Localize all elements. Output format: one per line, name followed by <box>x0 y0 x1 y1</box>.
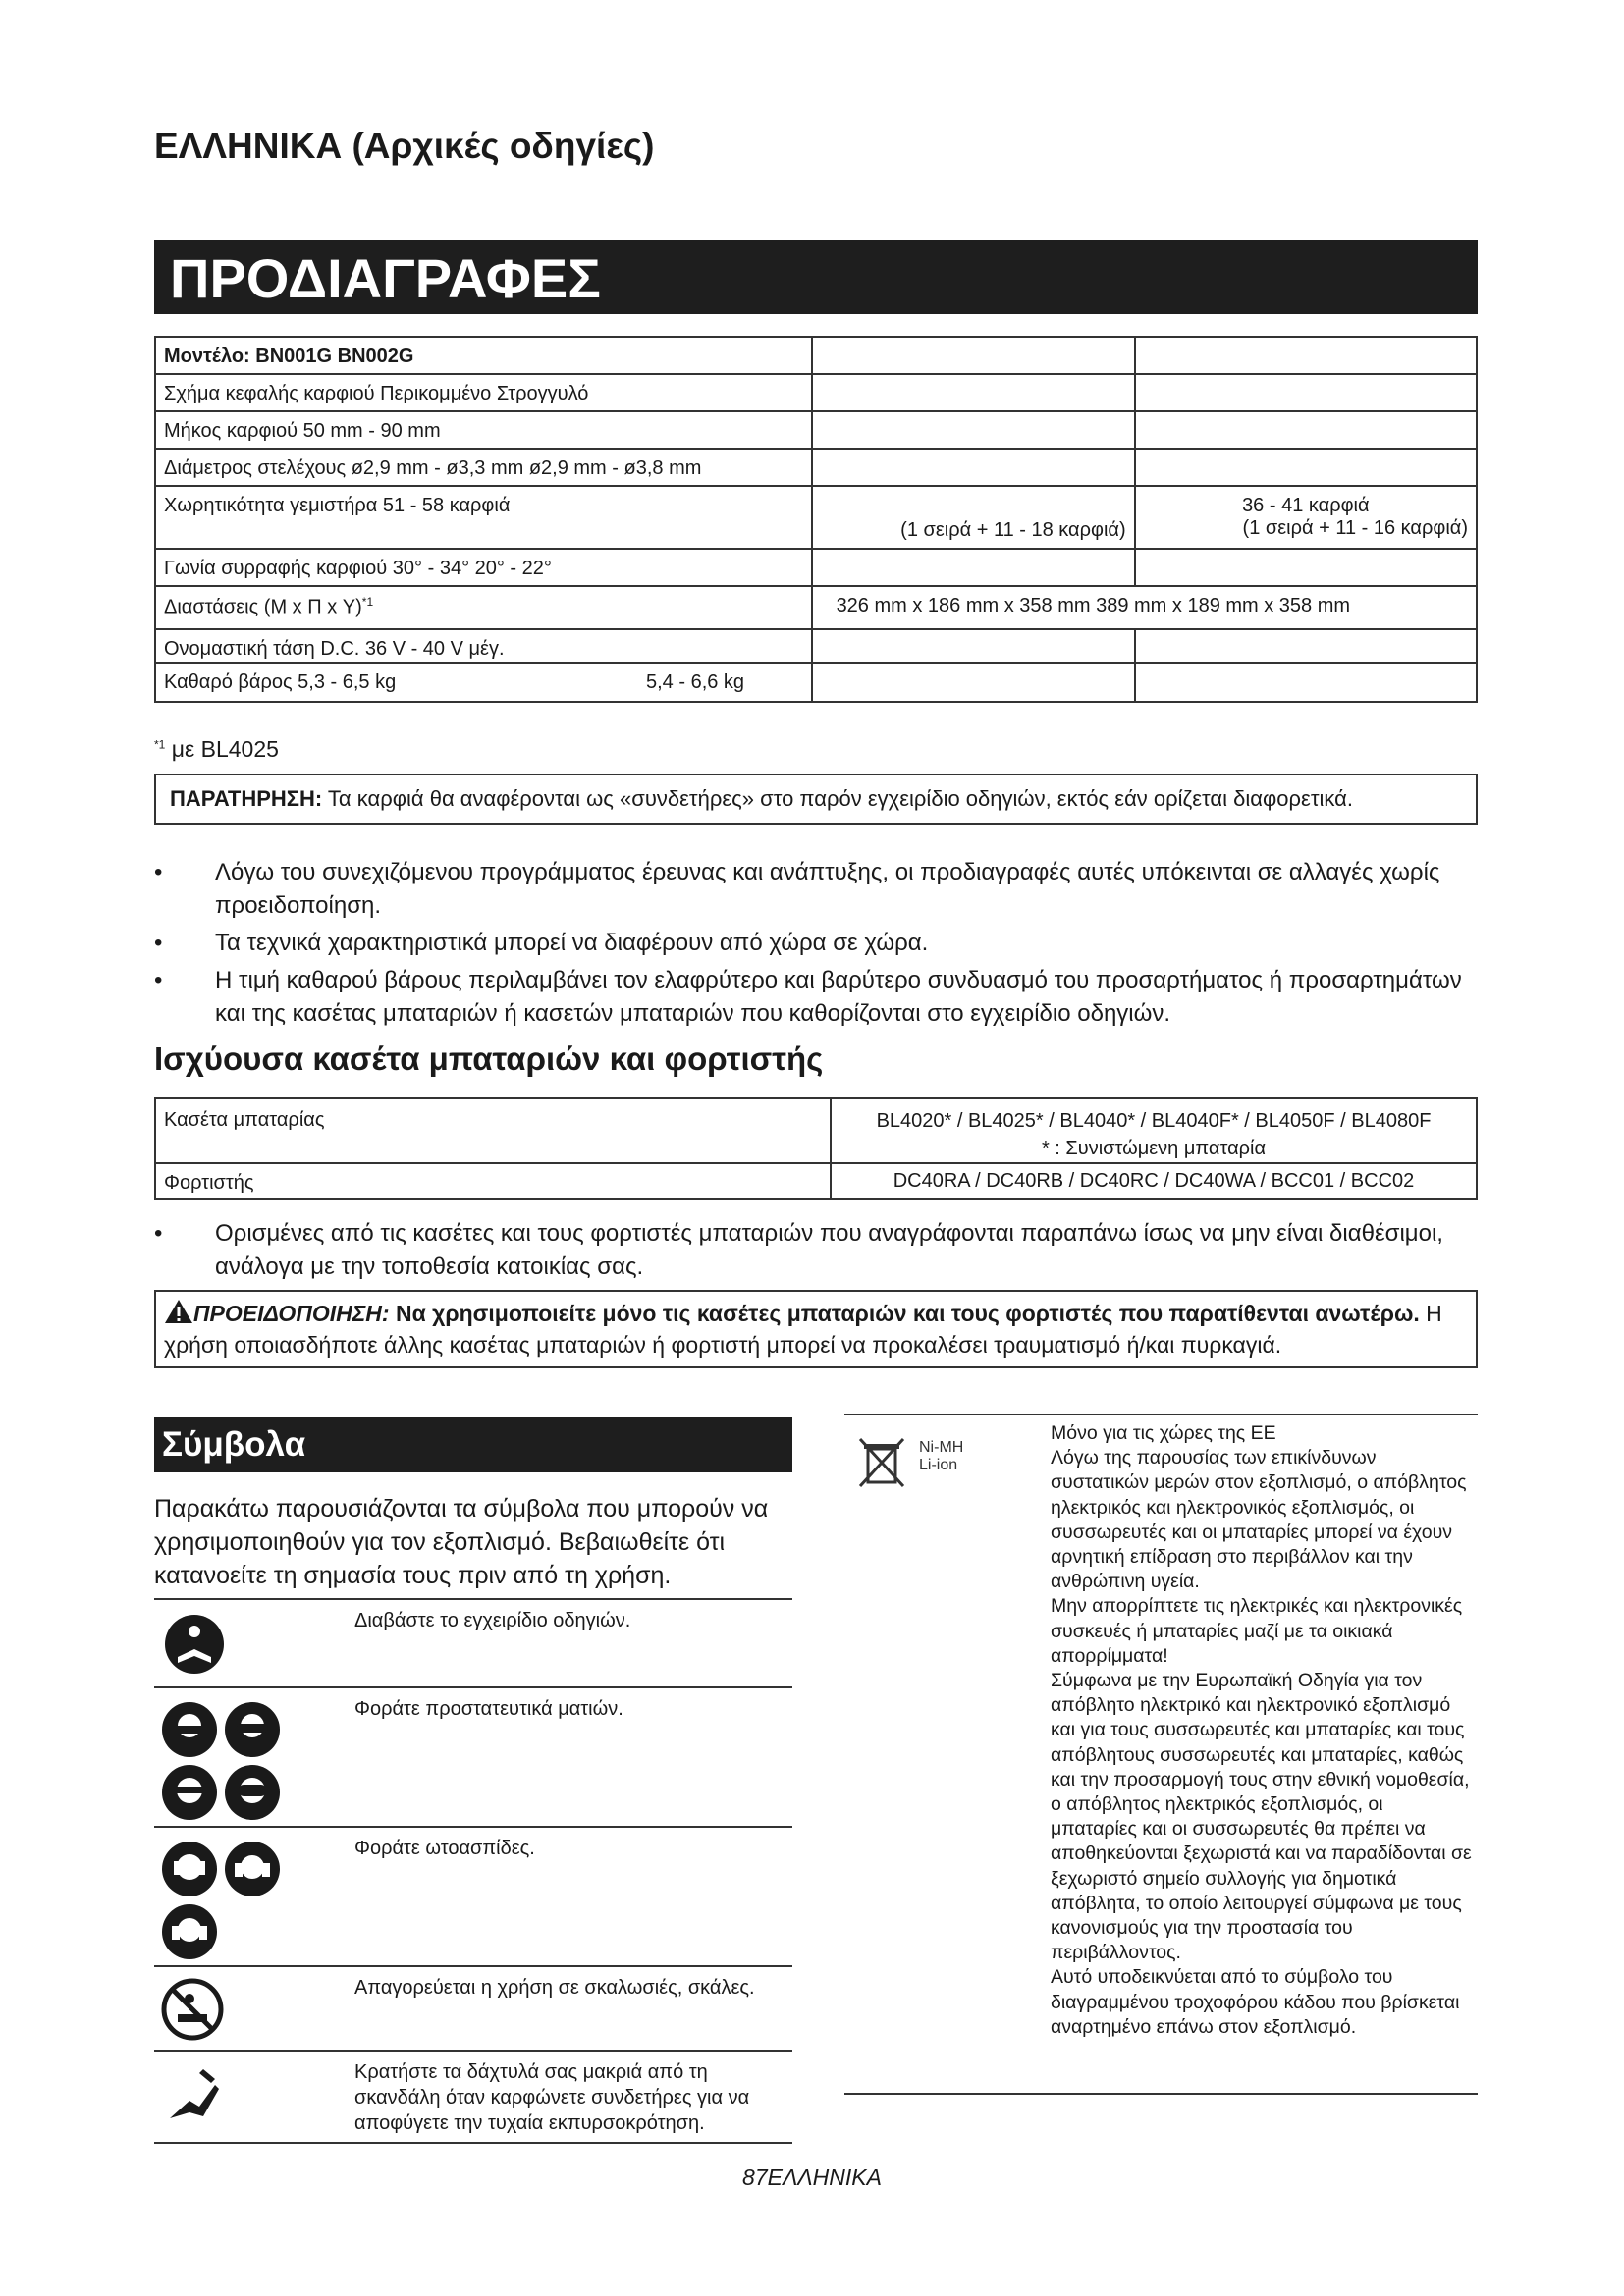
model-cell: Μοντέλο: BN001G BN002G <box>155 337 812 374</box>
table-row <box>155 1098 1477 1163</box>
battery-table <box>154 1097 1478 1200</box>
list-item: • Ορισμένες από τις κασέτες και τους φορτιστές μπαταριών που αναγράφονται παραπάνω ίσως να μην είναι διαθέσιμοι, ανάλογα με την τοποθεσία κατοικίας σας. <box>154 1217 1478 1284</box>
spec-bullets <box>154 856 1478 1035</box>
list-item: Διαβάστε το εγχειρίδιο οδηγιών. <box>154 1598 792 1686</box>
list-item: • Η τιμή καθαρού βάρους περιλαμβάνει τον ελαφρύτερο και βαρύτερο συνδυασμό του προσαρτήματος ή προσαρτημάτων και της κασέτας μπαταριών ή κασετών μπαταριών που καθορίζονται στο εγχειρίδιο οδηγιών. <box>154 964 1478 1031</box>
capacity-value: 36 - 41 καρφιά <box>1242 495 1370 516</box>
no-scaffold-icon <box>160 1977 225 2042</box>
ear-protection-icon <box>160 1838 288 1965</box>
page-number: 87ΕΛΛΗΝΙΚΑ <box>742 2164 882 2190</box>
table-row <box>155 629 1477 663</box>
note-box: ΠΑΡΑΤΗΡΗΣΗ: Τα καρφιά θα αναφέρονται ως «συνδετήρες» στο παρόν εγχειρίδιο οδηγιών, εκτός εάν ορίζεται διαφορετικά. <box>154 774 1478 825</box>
list-item: Φοράτε ωτοασπίδες. <box>154 1826 792 1965</box>
list-item: Φοράτε προστατευτικά ματιών. <box>154 1686 792 1826</box>
list-item: • Τα τεχνικά χαρακτηριστικά μπορεί να διαφέρουν από χώρα σε χώρα. <box>154 927 1478 960</box>
capacity-note: (1 σειρά + 11 - 16 καρφιά) <box>1242 517 1468 539</box>
symbols-intro: Παρακάτω παρουσιάζονται τα σύμβολα που μπορούν να χρησιμοποιηθούν για τον εξοπλισμό. Βεβαιωθείτε ότι κατανοείτε τη σημασία τους πριν από τη χρήση. <box>154 1495 769 1589</box>
table-row <box>155 549 1477 586</box>
table-row <box>155 663 1477 702</box>
eye-protection-icon <box>160 1698 288 1826</box>
table-cell: Χωρητικότητα γεμιστήρα 51 - 58 καρφιά <box>155 486 812 549</box>
table-cell: BL4020* / BL4025* / BL4040* / BL4040F* / BL4050F / BL4080F * : Συνιστώμενη μπαταρία <box>831 1098 1477 1163</box>
specs-title: ΠΡΟΔΙΑΓΡΑΦΕΣ <box>154 240 1478 314</box>
table-row <box>155 374 1477 411</box>
symbols-title: Σύμβολα <box>154 1417 792 1472</box>
warning-box: ΠΡΟΕΙΔΟΠΟΙΗΣΗ: Να χρησιμοποιείτε μόνο τις κασέτες μπαταριών και τους φορτιστές που παρατίθενται ανωτέρω. Η χρήση οποιασδήποτε άλλης κασέτας μπαταριών ή φορτιστή μπορεί να προκαλέσει τραυματισμό ή/και πυρκαγιά. <box>154 1290 1478 1368</box>
table-cell: Μήκος καρφιού 50 mm - 90 mm <box>155 411 812 449</box>
table-cell: Ονομαστική τάση D.C. 36 V - 40 V μέγ. <box>155 629 812 663</box>
table-cell: Διάμετρος στελέχους ø2,9 mm - ø3,3 mm ø2,9 mm - ø3,8 mm <box>155 449 812 486</box>
table-cell <box>1135 486 1477 549</box>
warning-triangle-icon <box>164 1299 193 1324</box>
language-title: ΕΛΛΗΝΙΚΑ (Αρχικές οδηγίες) <box>154 126 655 166</box>
table-cell: Γωνία συρραφής καρφιού 30° - 34° 20° - 22° <box>155 549 812 586</box>
battery-bullets <box>154 1217 1478 1288</box>
table-row <box>155 449 1477 486</box>
table-cell: Σχήμα κεφαλής καρφιού Περικομμένο Στρογγυλό <box>155 374 812 411</box>
read-manual-icon <box>160 1610 229 1679</box>
footnote: $^{*1}$ με BL4025 <box>154 736 279 762</box>
list-item: Απαγορεύεται η χρήση σε σκαλωσιές, σκάλες. <box>154 1965 792 2050</box>
weee-notice: Ni-MH Li-ion Μόνο για τις χώρες της ΕΕ Λόγω της παρουσίας των επικίνδυνων συστατικών μερών στον εξοπλισμό, ο απόβλητος ηλεκτρικός και ηλεκτρονικός εξοπλισμός, οι συσσωρευτές και οι μπαταρίες μπορεί να έχουν αρνητική επίδραση στο περιβάλλον και την ανθρώπινη υγεία. Μην απορρίπτετε τις ηλεκτρικές και ηλεκτρονικές συσκευές ή μπαταρίες μαζί με τα οικιακά απορρίμματα! Σύμφωνα με την Ευρωπαϊκή Οδηγία για τον απόβλητο ηλεκτρικό και ηλεκτρονικό εξοπλισμό και για τους συσσωρευτές και μπαταρίες και τους απόβλητους συσσωρευτές και μπαταρίες, καθώς και την προσαρμογή τους στην εθνική νομοθεσία, ο απόβλητος ηλεκτρικός εξοπλισμός, οι μπαταρίες και οι συσσωρευτές θα πρέπει να αποθηκεύονται ξεχωριστά και να παραδίδονται σε ξεχωριστό σημείο συλλογής για δημοτικά απόβλητα, το οποίο λειτουργεί σύμφωνα με τους κανονισμούς για την προστασία του περιβάλλοντος. Αυτό υποδεικνύεται από το σύμβολο του διαγραμμένου τροχοφόρου κάδου που βρίσκεται αναρτημένο επάνω στον εξοπλισμό. <box>844 1414 1478 2095</box>
specs-table <box>154 336 1478 703</box>
table-row <box>155 337 1477 374</box>
table-row <box>155 586 1477 629</box>
table-row <box>155 411 1477 449</box>
crossed-bin-icon <box>854 1435 909 1490</box>
table-cell: Κασέτα μπαταρίας <box>155 1098 831 1163</box>
table-cell: Διαστάσεις (Μ x Π x Υ)$^{*1}$ <box>155 586 812 629</box>
table-cell: Φορτιστής <box>155 1163 831 1199</box>
table-cell: DC40RA / DC40RB / DC40RC / DC40WA / BCC01 / BCC02 <box>831 1163 1477 1199</box>
symbols-table <box>154 1598 792 2148</box>
dimensions-cell: 326 mm x 186 mm x 358 mm 389 mm x 189 mm x 358 mm <box>812 586 1477 629</box>
battery-section-title: Ισχύουσα κασέτα μπαταριών και φορτιστής <box>154 1041 824 1077</box>
keep-fingers-away-icon <box>160 2061 225 2126</box>
table-row <box>155 1163 1477 1199</box>
list-item: • Λόγω του συνεχιζόμενου προγράμματος έρευνας και ανάπτυξης, οι προδιαγραφές αυτές υπόκεινται σε αλλαγές χωρίς προειδοποίηση. <box>154 856 1478 923</box>
table-cell: Καθαρό βάρος 5,3 - 6,5 kg 5,4 - 6,6 kg <box>155 663 812 702</box>
table-row <box>155 486 1477 549</box>
list-item: Κρατήστε τα δάχτυλά σας μακριά από τη σκανδάλη όταν καρφώνετε συνδετήρες για να αποφύγετε την τυχαία εκπυρσοκρότηση. <box>154 2050 792 2144</box>
table-cell: (1 σειρά + 11 - 18 καρφιά) <box>812 486 1135 549</box>
